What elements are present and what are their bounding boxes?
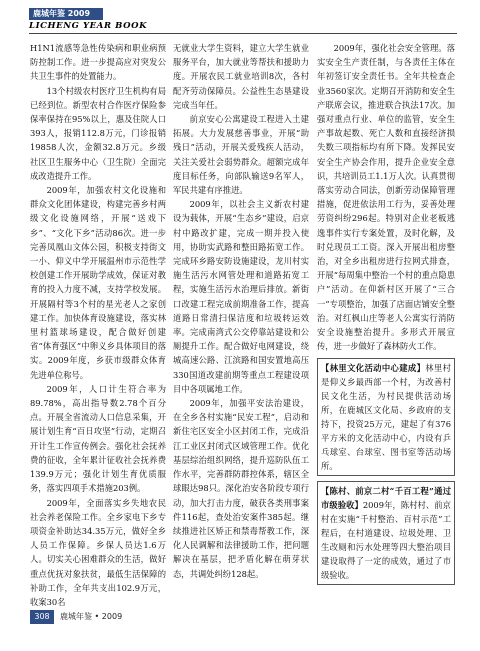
text-column-middle [173, 41, 309, 593]
paragraph: 2009年，以社会主义新农村建设为载体，开展“生态乡”建设，启京村中路改扩建，完成一期并投入使用，协助实武路和整田路拓宽工作。完成环乡路安防设施建设，龙川村实施生活污水网管处理和道路拓宽工程，实施生活污水治理后排放。新街口改建工程完成前期准备工作，提高道路日常清扫保洁度和垃圾转运效率。完成南湾式公交停靠站建设和公厕提升工作。配合做好电网建设，绕城高速公路、江滨路和国安置地高压330国道改建前期等重点工程建设项目中各项属地工作。 [173, 199, 309, 394]
text-column-left [30, 41, 166, 607]
footer-title: 鹿城年鉴 • 2009 [60, 612, 123, 621]
paragraph: 2009年，全面落实乡失地农民社会养老保险工作。全乡家电下乡专项资金补助达34.35万元，做好全乡人员工作保障。乡保人员达1.6万人。切实关心困难群众的生活，做好重点优抚对象扶贫，最低生活保障的补助工作，全年共支出102.9万元，收案30名 [30, 497, 166, 607]
yearbook-brand-label: 鹿城年鉴 2009 [29, 8, 103, 20]
entry-text: 2009年，陈村村、前京村在实施“千村整治、百村示范”工程后，在村道建设、垃圾处理、卫生改厕和污水处理等四大整治项目建设取得了一定的成效，通过了市级验收。 [321, 500, 451, 581]
page-footer [0, 604, 480, 634]
paragraph: 2009年，加强农村文化设施和群众文化团体建设，构建完善乡村两级文化设施网络，开展“送戏下乡”、“文化下乡”活动86次。进一步完善凤凰山文体公园，积极支持街文一小、仰义中学开展温州市示范性学校创建工作开展助学成效，保证对教育的投入力度不减，支持学校发展。开展隔村等3个村的星光老人之家创建工作。加快体育设施建设，落实林里村篮球场建设，配合做好创建省“体育强区”中卵义乡具体项目的落实。2009年度，乡获市级群众体育先进单位称号。 [30, 185, 166, 380]
text-column-right [317, 41, 455, 593]
paragraph: 前京安心公寓建设工程进入土建拓展。大力发展慈善事业，开展“助残日”活动，开展关爱残疾人活动，关注关爱社会弱势群众。超额完成年度目标任务，向部队输送9名军人，军民共建有序推进。 [173, 114, 309, 196]
paragraph: 2009年，强化社会安全管理。落实安全生产责任制，与各责任主体在年初签订安全责任书。全年共检查企业3560家次。定期召开消防和安全生产联席会议，推进联合执法17次。加强对重点行业、单位的监管，安全生产事故起数、死亡人数和直接经济损失数三项指标均有所下降。发挥民安安全生产协会作用，提升企业安全意识，共培训员工1.1万人次。认真贯彻落实劳动合同法，创新劳动保障管理措施，促进依法用工行为，妥善处理劳资纠纷296起。特别对企业老板逃逸事件实行专案处置，及时化解，及时兑现员工工资。深入开展出租房整治，对全乡出租房进行拉网式排查，开展“每周集中整治一个村的重点隐患户”活动。在仰新村区开展了“三合一”专项整治，加强了店面店铺安全整治。对红枫山庄等老人公寓实行消防安全设施整治提升。多形式开展宣传，进一步做好了森林防火工作。 [317, 43, 455, 352]
entry-box-linli-culture-center [317, 358, 455, 476]
paragraph: 2009年，加强平安法治建设，在全乡各村实施“民安工程”，启动和新住宅区安全小区封闭工作，完成沿江工业区封闭式区域管理工作。优化基层综治组织网络，提升巡防队伍工作水平，完善群防群控体系，辖区全球眼达98只。深化治安各阶段专项行动，加大打击力度，破获各类刑事案件116起，查处治安案件385起。继续推进社区矫正和禁毒帮教工作，深化人民调解和法律援助工作，把问题解决在基层，把矛盾化解在萌芽状态，共调处纠纷128起。 [173, 398, 309, 579]
entry-text: 林里村是仰义乡最西部一个村，为改善村民文化生活，为村民提供活动场所，在鹿城区文化局、乡政府的支持下，投资25万元，建起了有376平方米的文化活动中心，内设有乒乓球室、台球室、图书室等活动场所。 [321, 363, 451, 472]
entry-title: 【林里文化活动中心建成】 [321, 363, 426, 374]
paragraph: 无就业大学生资料，建立大学生就业服务平台，加大就业等帮扶和援助力度。开展农民工就业培训8次，各村配齐劳动保障员。公益性生态垦建设完成当年任。 [173, 43, 309, 110]
entry-title: 【陈村、前京二村“千百工程”通过市级验收】 [321, 486, 451, 511]
page-number: 308 [30, 610, 54, 624]
header-divider [29, 33, 457, 34]
paragraph: H1N1流感等急性传染病和职业病预防控制工作。进一步提高应对突发公共卫生事件的处置能力。 [30, 43, 166, 82]
page-header [0, 0, 480, 38]
entry-box-qianbai-project [317, 481, 455, 585]
yearbook-english-title: LICHENG YEAR BOOK [29, 21, 148, 31]
paragraph: 13个村级农村医疗卫生机构有局已经到位。新型农村合作医疗保险参保率保持在95%以上，惠及住院人口393人，报销112.8万元，门诊报销19858人次，金额32.8万元。乡级社区卫生服务中心（卫生院）全面完成改造提升工作。 [30, 85, 166, 181]
paragraph: 2009年，人口计生符合率为89.78%，高出指导数2.78个百分点。开展全省流动人口信息采集，开展计划生育“百日攻坚”行动，定期召开计生工作宣传例会。强化社会抚养费的征收，全年累计征收社会抚养费139.9万元；强化计划生育优质服务，落实四项手术措施203例。 [30, 383, 166, 494]
